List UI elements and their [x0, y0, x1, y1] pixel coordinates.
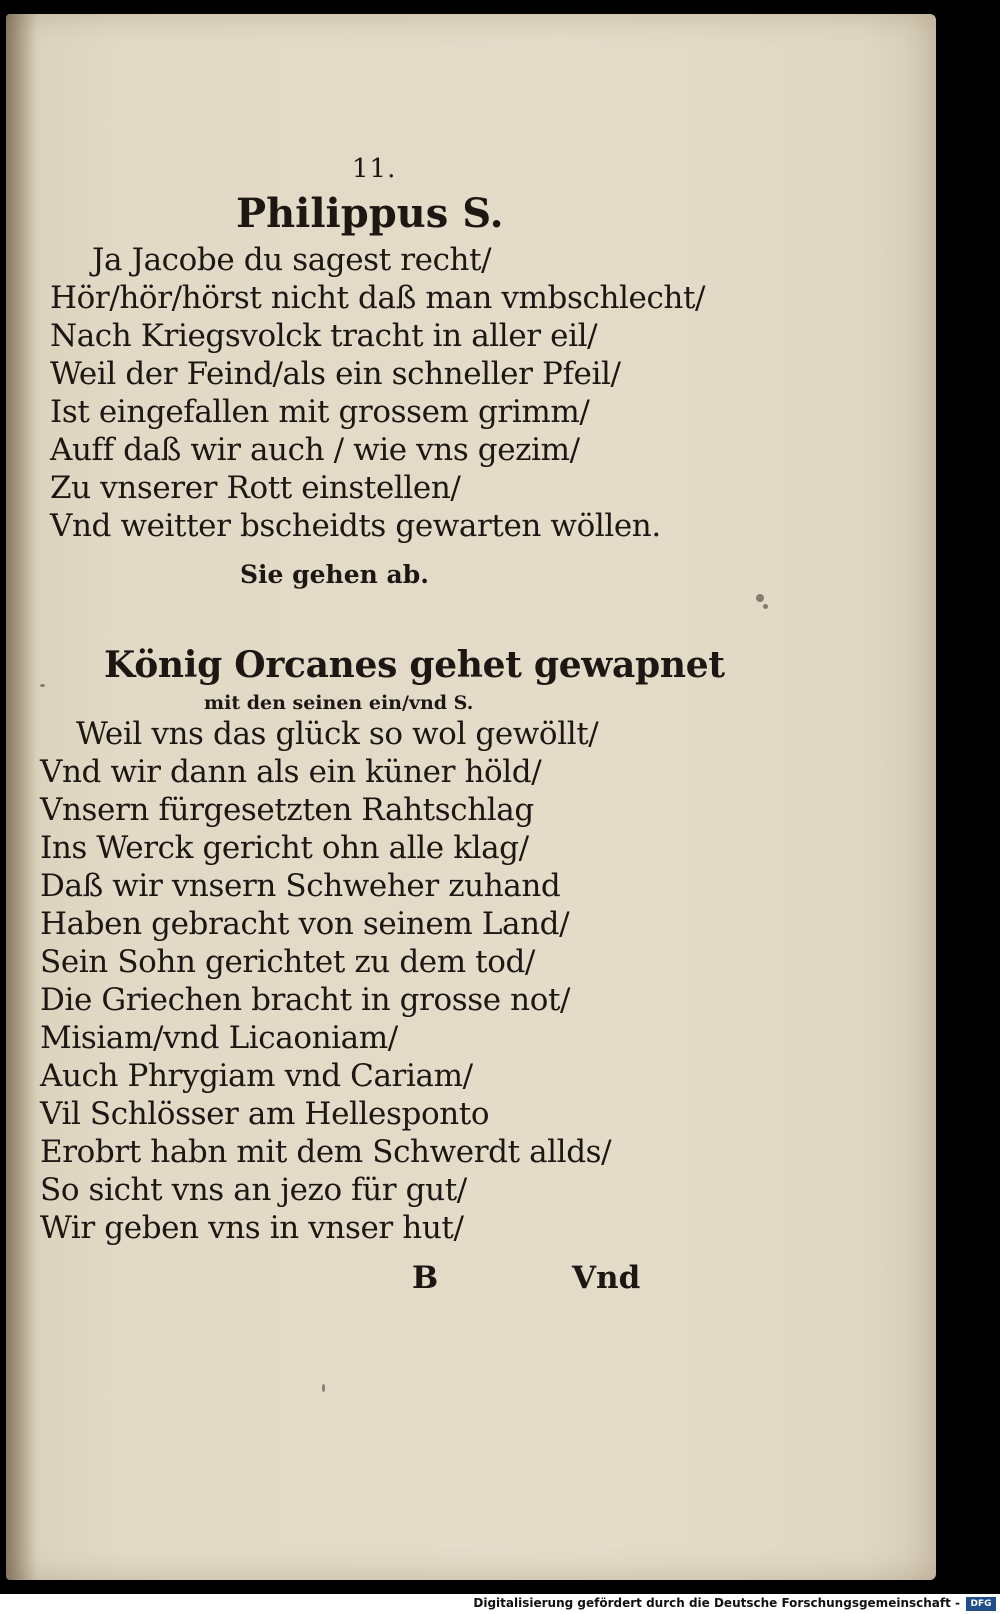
- book-page: [6, 14, 936, 1580]
- stage-direction: Sie gehen ab.: [240, 560, 429, 589]
- verse-line: Ist eingefallen mit grossem grimm/: [50, 394, 590, 430]
- verse-line: Hör/hör/hörst nicht daß man vmbschlecht/: [50, 280, 706, 316]
- speaker-name: Philippus S.: [236, 190, 504, 237]
- verse-line: Die Griechen bracht in grosse not/: [40, 982, 571, 1018]
- footer-bar: [0, 1594, 1000, 1614]
- paper-speck: [322, 1384, 325, 1392]
- dfg-logo: DFG: [966, 1597, 996, 1611]
- verse-line: Erobrt habn mit dem Schwerdt allds/: [40, 1134, 612, 1170]
- verse-line: Weil der Feind/als ein schneller Pfeil/: [50, 356, 621, 392]
- verse-line: Vnd weitter bscheidts gewarten wöllen.: [50, 508, 661, 544]
- verse-line: Misiam/vnd Licaoniam/: [40, 1020, 398, 1056]
- funding-credit: Digitalisierung gefördert durch die Deutsche Forschungsgemeinschaft -: [473, 1596, 960, 1610]
- verse-line: Vil Schlösser am Hellesponto: [40, 1096, 490, 1132]
- signature-mark: B: [412, 1260, 439, 1296]
- verse-line: Vnsern fürgesetzten Rahtschlag: [40, 792, 534, 828]
- paper-speck: [40, 684, 45, 687]
- verse-line: Auch Phrygiam vnd Cariam/: [40, 1058, 473, 1094]
- verse-line: Weil vns das glück so wol gewöllt/: [76, 716, 599, 752]
- verse-line: Wir geben vns in vnser hut/: [40, 1210, 464, 1246]
- scene-heading: König Orcanes gehet gewapnet: [104, 644, 725, 686]
- verse-line: Haben gebracht von seinem Land/: [40, 906, 570, 942]
- verse-line: Auff daß wir auch / wie vns gezim/: [50, 432, 580, 468]
- paper-speck: [756, 594, 764, 602]
- verse-line: Daß wir vnsern Schweher zuhand: [40, 868, 561, 904]
- verse-line: Zu vnserer Rott einstellen/: [50, 470, 461, 506]
- verse-line: Sein Sohn gerichtet zu dem tod/: [40, 944, 535, 980]
- verse-line: Ja Jacobe du sagest recht/: [92, 242, 492, 278]
- catchword: Vnd: [572, 1260, 641, 1296]
- verse-line: So sicht vns an jezo für gut/: [40, 1172, 467, 1208]
- verse-line: Nach Kriegsvolck tracht in aller eil/: [50, 318, 598, 354]
- scene-subheading: mit den seinen ein/vnd S.: [204, 692, 474, 714]
- page-number: 11.: [352, 154, 397, 184]
- verse-line: Ins Werck gericht ohn alle klag/: [40, 830, 529, 866]
- page-gutter-shadow: [6, 14, 36, 1580]
- verse-line: Vnd wir dann als ein küner höld/: [40, 754, 542, 790]
- paper-speck: [763, 604, 768, 609]
